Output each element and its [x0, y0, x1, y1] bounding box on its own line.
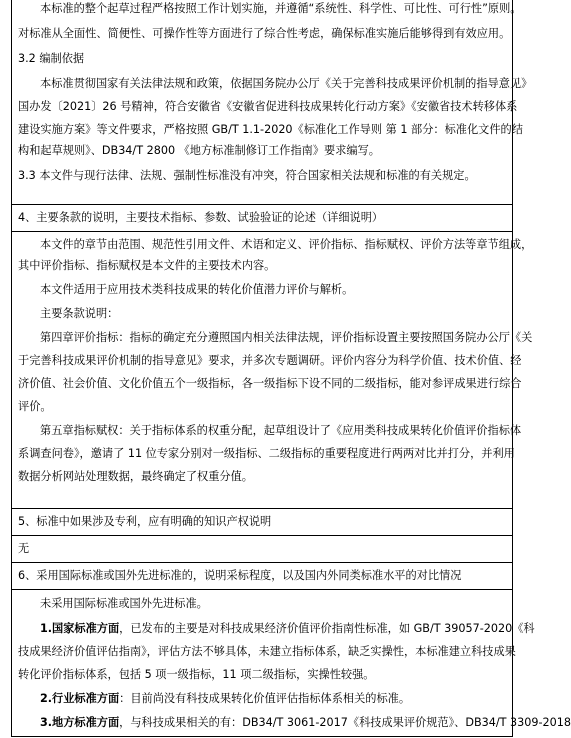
text-line: 对标准从全面性、简便性、可操作性等方面进行了综合性考虑，确保标准实施后能够得到有效应用。: [18, 27, 511, 40]
item-6-content: [12, 590, 571, 737]
text-line: 本文件的章节由范围、规范性引用文件、术语和定义、评价指标、指标赋权、评价方法等章节组成，: [40, 238, 533, 251]
text-line: 于完善科技成果评价机制的指导意见》要求，并多次专题调研。评价内容分为科学价值、技术价值、经: [18, 354, 522, 367]
text-line: [18, 714, 571, 731]
text-line: 济价值、社会价值、文化价值五个一级指标，各一级指标下设不同的二级指标，能对参评成果进行综合: [18, 377, 522, 390]
text-line: 第四章评价指标：指标的确定充分遵照国内相关法律法规，评价指标设置主要按照国务院办公厅《关: [40, 331, 533, 344]
text-line: 本标准贯彻国家有关法律法规和政策，依据国务院办公厅《关于完善科技成果评价机制的指导意见》: [40, 77, 533, 90]
text-span: ，与科技成果相关的有：DB34/T 3061-2017《科技成果评价规范》、DB34/T 3309-2018: [119, 716, 571, 729]
text-line: [18, 690, 506, 707]
item-5-content: [12, 536, 512, 563]
item-6-title: 6、采用国际标准或国外先进标准的，说明采标程度，以及国内外同类标准水平的对比情况: [18, 569, 462, 582]
industry-standard-lead: 2.行业标准方面: [40, 692, 120, 705]
item-6-header: [12, 563, 512, 590]
text-line: 主要条款说明：: [40, 307, 119, 320]
text-line: 评价。: [18, 400, 52, 413]
heading-3-3: 3.3 本文件与现行法律、法规、强制性标准没有冲突，符合国家相关法规和标准的有关规定。: [18, 169, 476, 182]
item-4-content: [12, 232, 533, 509]
item-4-header: [12, 205, 512, 232]
document-table: [11, 0, 571, 737]
text-line: [18, 620, 535, 637]
text-line: 构和起草规则》、DB34/T 2800 《地方标准制修订工作指南》要求编写。: [18, 144, 380, 157]
national-standard-lead: 1.国家标准方面: [40, 622, 120, 635]
text-line: 建设实施方案》等文件要求，严格按照 GB/T 1.1-2020《标准化工作导则 第 1 部分：标准化文件的结: [18, 123, 523, 136]
text-line: 未采用国际标准或国外先进标准。: [40, 597, 208, 610]
text-span: ：目前尚没有科技成果转化价值评估指标体系相关的标准。: [119, 692, 411, 705]
item-4-title: 4、主要条款的说明，主要技术指标、参数、试验验证的论述（详细说明）: [18, 211, 384, 224]
section-3-cell: [12, 0, 533, 205]
text-line: 转化评价指标体系，包括 5 项一级指标，11 项二级指标，实操性较强。: [18, 668, 375, 681]
heading-3-2: 3.2 编制依据: [18, 52, 85, 65]
item-5-title: 5、标准中如果涉及专利，应有明确的知识产权说明: [18, 515, 272, 528]
text-line: 国办发〔2021〕26 号精神，符合安徽省《安徽省促进科技成果转化行动方案》《安徽省技术转移体系: [18, 100, 518, 113]
item-5-header: [12, 509, 512, 536]
local-standard-lead: 3.地方标准方面: [40, 716, 120, 729]
text-span: ，已发布的主要是对科技成果经济价值评价指南性标准，如 GB/T 39057-2020《科: [119, 622, 535, 635]
patent-statement: 无: [18, 542, 30, 555]
text-line: 技成果经济价值评估指南》，评估方法不够具体，未建立指标体系，缺乏实操性，本标准建立科技成果: [18, 645, 516, 658]
text-line: 数据分析网站处理数据，最终确定了权重分值。: [18, 470, 253, 483]
text-line: 本标准的整个起草过程严格按照工作计划实施，并遵循“系统性、科学性、可比性、可行性”原则。: [40, 2, 522, 15]
text-line: 系调查问卷》，邀请了 11 位专家分别对一级指标、二级指标的重要程度进行两两对比并打分，并利用: [18, 447, 515, 460]
text-line: 第五章指标赋权：关于指标体系的权重分配，起草组设计了《应用类科技成果转化价值评价指标体: [40, 424, 522, 437]
text-line: 其中评价指标、指标赋权是本文件的主要技术内容。: [18, 259, 276, 272]
text-line: 本文件适用于应用技术类科技成果的转化价值潜力评价与解析。: [40, 283, 354, 296]
